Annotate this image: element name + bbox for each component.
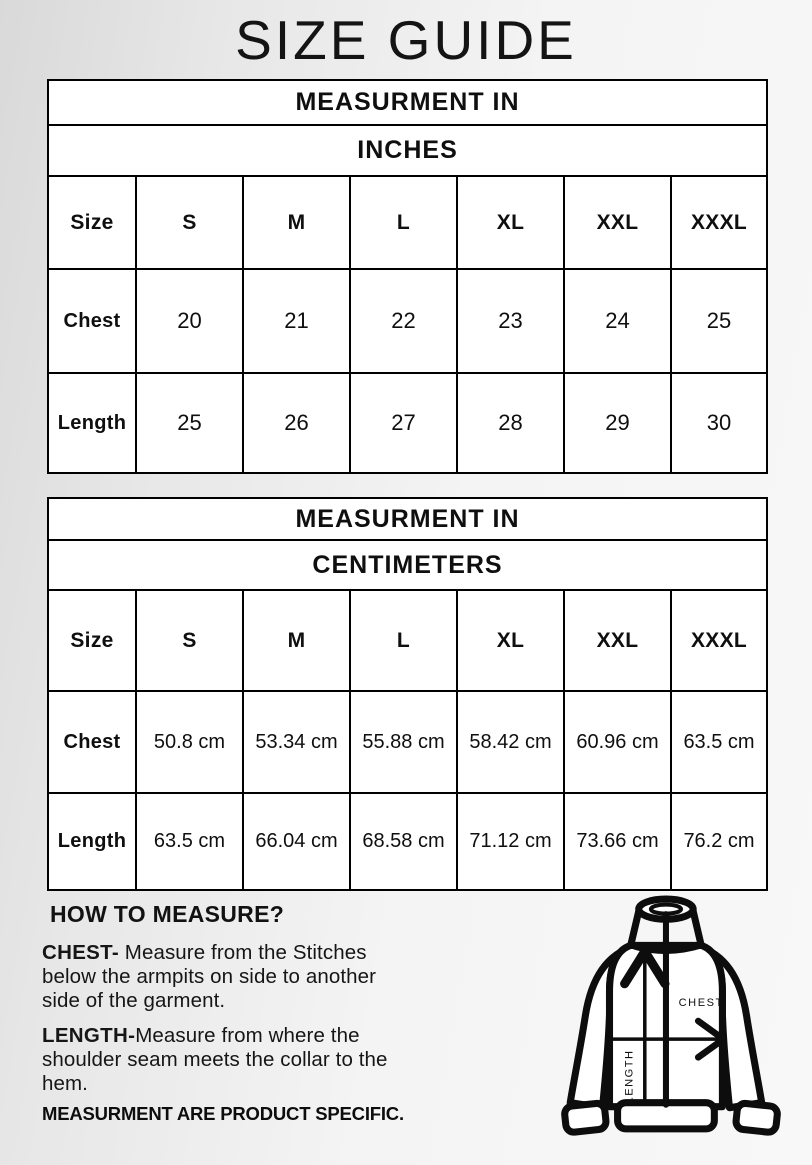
table-cell: 55.88 cm xyxy=(350,691,457,793)
column-header: L xyxy=(350,590,457,691)
table-cell: 73.66 cm xyxy=(564,793,671,890)
table-cell: 71.12 cm xyxy=(457,793,564,890)
column-header: XXL xyxy=(564,176,671,269)
table-cell: 20 xyxy=(136,269,243,373)
chest-diagram-label: CHEST xyxy=(678,996,724,1009)
chest-instruction xyxy=(42,941,398,1013)
column-header: M xyxy=(243,176,350,269)
table-cell: 25 xyxy=(671,269,767,373)
row-label: Chest xyxy=(48,691,136,793)
table-cell: 28 xyxy=(457,373,564,473)
table-cell: 50.8 cm xyxy=(136,691,243,793)
column-header: XXXL xyxy=(671,176,767,269)
table-cell: 26 xyxy=(243,373,350,473)
table-cell: 21 xyxy=(243,269,350,373)
column-header: Size xyxy=(48,590,136,691)
product-specific-note: MEASURMENT ARE PRODUCT SPECIFIC. xyxy=(42,1103,404,1124)
row-label: Length xyxy=(48,373,136,473)
table-cell: 27 xyxy=(350,373,457,473)
table-row xyxy=(48,269,767,373)
table-cell: 24 xyxy=(564,269,671,373)
table-header-row xyxy=(48,176,767,269)
table-row xyxy=(48,373,767,473)
row-label: Chest xyxy=(48,269,136,373)
table-cell: 23 xyxy=(457,269,564,373)
table-cell: 25 xyxy=(136,373,243,473)
table-unit-name: INCHES xyxy=(48,125,767,176)
how-to-measure-heading: HOW TO MEASURE? xyxy=(50,901,285,927)
column-header: XL xyxy=(457,176,564,269)
table-cell: 68.58 cm xyxy=(350,793,457,890)
column-header: S xyxy=(136,176,243,269)
left-cuff xyxy=(564,1103,607,1133)
column-header: M xyxy=(243,590,350,691)
table-cell: 60.96 cm xyxy=(564,691,671,793)
column-header: XXL xyxy=(564,590,671,691)
how-to-measure-text xyxy=(42,941,398,1107)
length-diagram-label: LENGTH xyxy=(623,1049,636,1104)
table-cell: 66.04 cm xyxy=(243,793,350,890)
column-header: XXXL xyxy=(671,590,767,691)
table-header-row xyxy=(48,590,767,691)
table-cell: 76.2 cm xyxy=(671,793,767,890)
table-cell: 63.5 cm xyxy=(671,691,767,793)
table-row xyxy=(48,691,767,793)
centimeters-table xyxy=(47,497,766,889)
table-cell: 22 xyxy=(350,269,457,373)
length-description: Measure from where the shoulder seam meets the collar to the hem. xyxy=(42,1023,388,1095)
table-cell: 29 xyxy=(564,373,671,473)
right-cuff xyxy=(735,1103,778,1133)
column-header: XL xyxy=(457,590,564,691)
table-unit-name: CENTIMETERS xyxy=(48,540,767,590)
page-title: SIZE GUIDE xyxy=(235,9,577,71)
column-header: Size xyxy=(48,176,136,269)
table-cell: 30 xyxy=(671,373,767,473)
chest-term: CHEST- xyxy=(42,941,119,964)
inches-table xyxy=(47,79,766,472)
table-cell: 58.42 cm xyxy=(457,691,564,793)
length-term: LENGTH- xyxy=(42,1023,136,1047)
row-label: Length xyxy=(48,793,136,890)
table-unit-header: MEASURMENT IN xyxy=(48,80,767,125)
chest-description: Measure from the Stitches below the armpits on side to another side of the garment. xyxy=(42,941,377,1012)
jacket-measurement-diagram-icon xyxy=(545,893,797,1145)
column-header: L xyxy=(350,176,457,269)
table-row xyxy=(48,793,767,890)
column-header: S xyxy=(136,590,243,691)
table-unit-header: MEASURMENT IN xyxy=(48,498,767,540)
table-cell: 53.34 cm xyxy=(243,691,350,793)
length-instruction xyxy=(42,1024,398,1096)
table-cell: 63.5 cm xyxy=(136,793,243,890)
